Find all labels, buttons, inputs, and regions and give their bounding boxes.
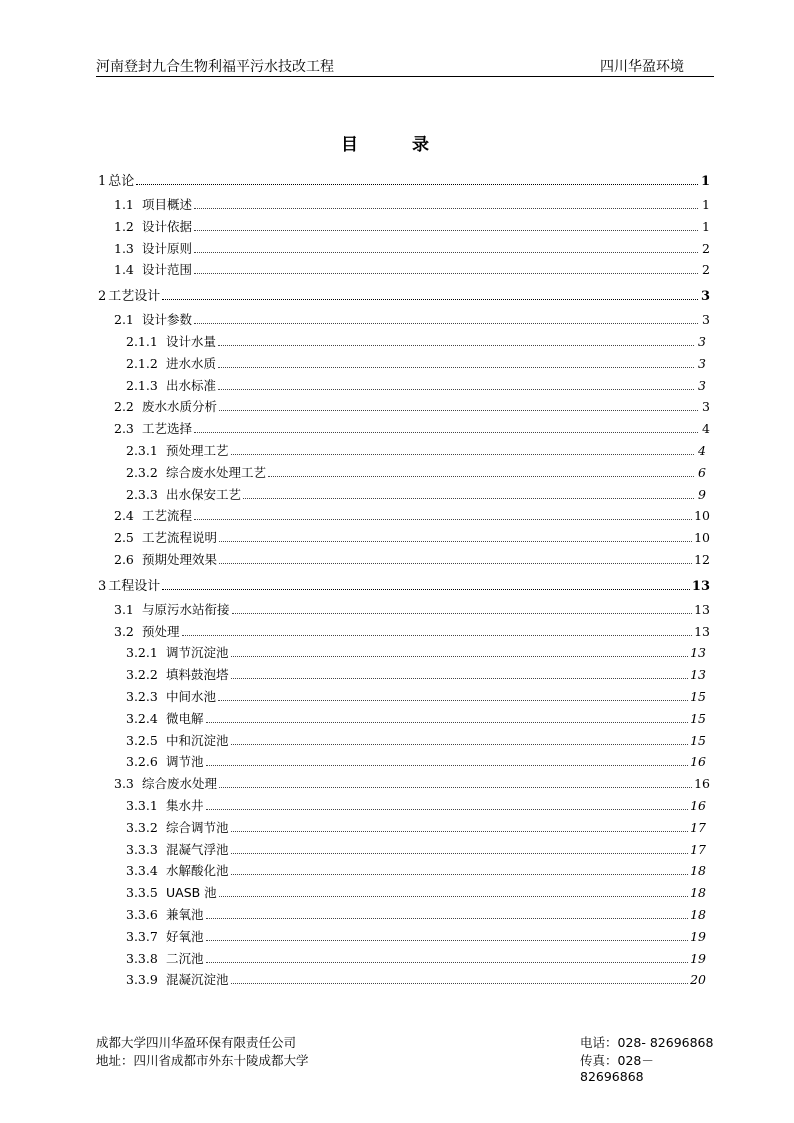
toc-entry-number: 2.1.2	[126, 355, 158, 371]
toc-entry-label: 中和沉淀池	[166, 732, 229, 748]
toc-entry-label: 混凝气浮池	[166, 841, 229, 857]
toc-entry-number: 2	[98, 289, 107, 305]
toc-entry-page: 15	[690, 688, 706, 704]
dot-leader	[231, 862, 689, 875]
toc-entry-number: 1.4	[114, 262, 134, 278]
toc-entry-page: 2	[702, 240, 710, 256]
toc-entry[interactable]	[98, 575, 710, 599]
toc-entry-label: 工艺设计	[108, 289, 161, 305]
toc-entry-number: 3.3.2	[126, 819, 158, 835]
dot-leader	[206, 928, 689, 941]
dot-leader	[162, 287, 698, 300]
toc-entry-page: 17	[690, 819, 706, 835]
toc-entry-page: 20	[690, 972, 706, 988]
toc-entry-label: 调节沉淀池	[166, 645, 229, 661]
toc-entry-label: 预期处理效果	[142, 551, 218, 567]
toc-entry-label: 工艺流程	[142, 508, 193, 524]
toc-entry-page: 13	[694, 623, 710, 639]
dot-leader	[218, 688, 688, 701]
toc-entry-label: 进水水质	[166, 355, 217, 371]
dot-leader	[218, 333, 694, 346]
dot-leader	[194, 420, 698, 433]
toc-entry-label: 填料鼓泡塔	[166, 667, 229, 683]
toc-entry-page: 16	[690, 797, 706, 813]
toc-entry-page: 12	[694, 551, 710, 567]
toc-entry-page: 15	[690, 732, 706, 748]
toc-entry[interactable]	[98, 259, 710, 281]
toc-entry[interactable]	[98, 839, 710, 861]
toc-entry-label: 中间水池	[166, 688, 217, 704]
toc-entry-number: 2.1	[114, 312, 134, 328]
toc-entry-number: 2.4	[114, 508, 134, 524]
toc-entry[interactable]	[98, 484, 710, 506]
toc-entry-page: 18	[690, 885, 706, 901]
toc-entry[interactable]	[98, 375, 710, 397]
dot-leader	[231, 666, 689, 679]
toc-entry-number: 1.1	[114, 197, 134, 212]
toc-entry-label: 工程设计	[108, 578, 161, 594]
toc-entry-page: 3	[702, 399, 710, 415]
toc-entry-number: 3.3	[114, 776, 134, 792]
toc-entry[interactable]	[98, 331, 710, 353]
toc-entry-page: 15	[690, 710, 706, 726]
toc-entry-page: 4	[702, 421, 710, 437]
dot-leader	[194, 507, 692, 520]
toc-entry-number: 3.3.6	[126, 906, 158, 922]
toc-entry-number: 3.2.3	[126, 688, 158, 704]
toc-entry-label: 混凝沉淀池	[166, 972, 229, 988]
dot-leader	[194, 218, 698, 231]
toc-entry[interactable]	[98, 708, 710, 730]
toc-entry-page: 3	[698, 355, 706, 371]
toc-entry-number: 3.2.2	[126, 667, 158, 683]
toc-entry-page: 10	[694, 508, 710, 524]
toc-entry-label: 出水保安工艺	[166, 486, 242, 502]
toc-entry-number: 3.3.9	[126, 972, 158, 988]
dot-leader	[194, 196, 698, 209]
toc-entry-page: 3	[702, 312, 710, 328]
toc-entry-label: 出水标准	[166, 377, 217, 393]
toc-entry-label: 综合调节池	[166, 819, 229, 835]
toc-entry-label: 工艺选择	[142, 421, 193, 437]
toc-entry[interactable]	[98, 309, 710, 331]
dot-leader	[231, 644, 689, 657]
footer-company: 成都大学四川华盈环保有限责任公司	[96, 1035, 297, 1050]
toc-entry[interactable]	[98, 353, 710, 375]
dot-leader	[268, 464, 694, 477]
toc-entry-label: 项目概述	[142, 197, 193, 212]
toc-entry-page: 9	[698, 486, 706, 502]
dot-leader	[231, 732, 689, 745]
page-header	[96, 56, 714, 77]
header-project-title: 河南登封九合生物利福平污水技改工程	[96, 59, 334, 75]
toc-entry[interactable]	[98, 773, 710, 795]
toc-entry[interactable]	[98, 549, 710, 571]
dot-leader	[206, 710, 689, 723]
dot-leader	[219, 775, 692, 788]
toc-entry-number: 3.2.6	[126, 754, 158, 770]
toc-entry-number: 2.1.3	[126, 377, 158, 393]
toc-entry-page: 6	[698, 464, 706, 480]
toc-entry-label: 废水水质分析	[142, 399, 218, 415]
toc-entry-label: 水解酸化池	[166, 863, 229, 879]
toc-entry-page: 4	[698, 442, 706, 458]
toc-entry[interactable]	[98, 751, 710, 773]
toc-entry[interactable]	[98, 462, 710, 484]
toc-entry-label: 设计依据	[142, 218, 193, 234]
dot-leader	[194, 311, 698, 324]
toc-entry[interactable]	[98, 285, 710, 309]
toc-entry-page: 18	[690, 906, 706, 922]
toc-entry[interactable]	[98, 505, 710, 527]
toc-entry-number: 3.3.5	[126, 885, 158, 901]
toc-entry[interactable]	[98, 621, 710, 643]
toc-entry-number: 1	[98, 174, 107, 189]
toc-entry[interactable]	[98, 599, 710, 621]
toc-entry-page: 1	[702, 218, 710, 234]
toc-entry[interactable]	[98, 216, 710, 238]
dot-leader	[182, 623, 693, 636]
dot-leader	[243, 486, 694, 499]
page-footer	[96, 1033, 716, 1084]
toc-title: 目 录	[341, 135, 453, 155]
toc-entry-number: 3.3.8	[126, 950, 158, 966]
toc-entry-number: 2.3.3	[126, 486, 158, 502]
toc-entry-label: 与原污水站衔接	[142, 601, 230, 617]
toc-entry[interactable]	[98, 817, 710, 839]
toc-entry[interactable]	[98, 170, 710, 194]
toc-entry[interactable]	[98, 440, 710, 462]
toc-entry-label: 设计范围	[142, 262, 193, 278]
toc-entry[interactable]	[98, 642, 710, 664]
toc-entry-page: 19	[690, 928, 706, 944]
toc-entry-number: 3.3.3	[126, 841, 158, 857]
dot-leader	[206, 950, 689, 963]
toc-entry[interactable]	[98, 238, 710, 260]
toc-entry-number: 3.2	[114, 623, 134, 639]
toc-entry-label: 设计参数	[142, 312, 193, 328]
toc-entry-number: 3.2.1	[126, 645, 158, 661]
toc-entry-label: 二沉池	[166, 950, 204, 966]
toc-entry[interactable]	[98, 882, 710, 904]
toc-entry-label: 预处理	[142, 623, 180, 639]
toc-entry-label: 总论	[108, 174, 135, 189]
toc-entry-label: 预处理工艺	[166, 442, 229, 458]
toc-entry-page: 18	[690, 863, 706, 879]
dot-leader	[219, 884, 688, 897]
toc-entry-number: 3	[98, 578, 107, 594]
toc-entry-number: 3.2.5	[126, 732, 158, 748]
toc-entry-label: UASB 池	[166, 885, 217, 901]
dot-leader	[219, 551, 692, 564]
footer-fax: 传真：028－82696868	[580, 1053, 654, 1084]
toc-entry[interactable]	[98, 664, 710, 686]
toc-entry-page: 17	[690, 841, 706, 857]
dot-leader	[206, 753, 689, 766]
dot-leader	[231, 442, 694, 455]
toc-entry-label: 集水井	[166, 797, 204, 813]
dot-leader	[218, 377, 694, 390]
dot-leader	[231, 971, 689, 984]
toc-entry[interactable]	[98, 194, 710, 216]
toc-entry-label: 兼氧池	[166, 906, 204, 922]
toc-entry-page: 16	[690, 754, 706, 770]
dot-leader	[219, 529, 692, 542]
toc-entry-number: 1.3	[114, 240, 134, 256]
toc-entry-page: 1	[700, 174, 710, 189]
toc-entry-label: 调节池	[166, 754, 204, 770]
footer-address: 地址：四川省成都市外东十陵成都大学	[96, 1053, 309, 1068]
dot-leader	[218, 355, 694, 368]
dot-leader	[206, 906, 689, 919]
toc-entry-label: 微电解	[166, 710, 204, 726]
toc-entry-page: 2	[702, 262, 710, 278]
dot-leader	[232, 601, 693, 614]
toc-entry[interactable]	[98, 730, 710, 752]
toc-entry-number: 2.5	[114, 530, 134, 546]
toc-entry-page: 16	[694, 776, 710, 792]
toc-entry-number: 3.3.7	[126, 928, 158, 944]
toc-entry-page: 13	[691, 578, 710, 594]
toc-entry-label: 工艺流程说明	[142, 530, 218, 546]
toc-entry-label: 综合废水处理	[142, 776, 218, 792]
header-company: 四川华盈环境	[600, 59, 684, 75]
toc-entry-page: 13	[690, 645, 706, 661]
toc-entry-number: 1.2	[114, 218, 134, 234]
dot-leader	[194, 240, 698, 253]
toc-entry-label: 好氧池	[166, 928, 204, 944]
toc-entry[interactable]	[98, 926, 710, 948]
toc-entry[interactable]	[98, 904, 710, 926]
toc-entry-number: 3.3.4	[126, 863, 158, 879]
dot-leader	[136, 172, 698, 185]
toc-entry[interactable]	[98, 396, 710, 418]
toc-entry-number: 2.2	[114, 399, 134, 415]
toc-entry-page: 3	[700, 289, 710, 305]
dot-leader	[206, 797, 689, 810]
dot-leader	[219, 398, 698, 411]
dot-leader	[231, 819, 689, 832]
table-of-contents	[98, 170, 710, 991]
toc-entry-page: 13	[690, 667, 706, 683]
toc-entry[interactable]	[98, 418, 710, 440]
toc-entry-label: 设计水量	[166, 333, 217, 349]
toc-entry[interactable]	[98, 527, 710, 549]
toc-entry-number: 2.3.1	[126, 442, 158, 458]
dot-leader	[231, 841, 689, 854]
toc-entry-label: 设计原则	[142, 240, 193, 256]
dot-leader	[194, 261, 698, 274]
toc-entry-page: 1	[702, 197, 710, 212]
toc-entry-page: 10	[694, 530, 710, 546]
toc-entry-number: 2.1.1	[126, 333, 158, 349]
dot-leader	[162, 577, 690, 590]
toc-entry[interactable]	[98, 686, 710, 708]
toc-entry-page: 13	[694, 601, 710, 617]
toc-entry-number: 2.3	[114, 421, 134, 437]
toc-entry-page: 3	[698, 377, 706, 393]
toc-entry-number: 3.1	[114, 601, 134, 617]
toc-entry[interactable]	[98, 860, 710, 882]
toc-entry-number: 3.3.1	[126, 797, 158, 813]
toc-entry[interactable]	[98, 948, 710, 970]
toc-entry-number: 3.2.4	[126, 710, 158, 726]
toc-entry-page: 3	[698, 333, 706, 349]
footer-phone: 电话：028- 82696868	[580, 1035, 714, 1050]
toc-entry-number: 2.3.2	[126, 464, 158, 480]
toc-entry-label: 综合废水处理工艺	[166, 464, 267, 480]
toc-entry-number: 2.6	[114, 551, 134, 567]
toc-entry-page: 19	[690, 950, 706, 966]
toc-entry[interactable]	[98, 969, 710, 991]
toc-entry[interactable]	[98, 795, 710, 817]
